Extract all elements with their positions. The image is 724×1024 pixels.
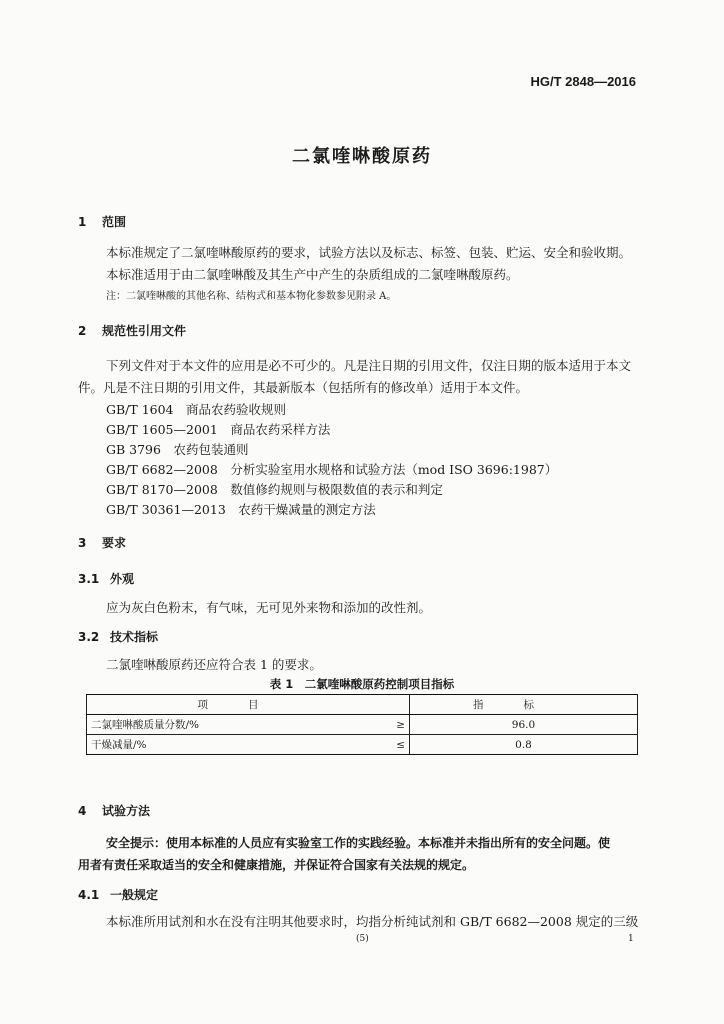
- document-title: 二氯喹啉酸原药: [292, 146, 432, 167]
- paragraph: 本标准所用试剂和水在没有注明其他要求时，均指分析纯试剂和 GB/T 6682—2008 规定的三级: [106, 914, 639, 929]
- spec-table: [86, 694, 638, 755]
- subsection-4-1-heading: [78, 886, 158, 903]
- standard-code: HG/T 2848—2016: [530, 74, 636, 89]
- item-cell: 二氯喹啉酸质量分数/%: [87, 715, 386, 735]
- value-cell: 0.8: [410, 735, 638, 755]
- paragraph: 本标准规定了二氯喹啉酸原药的要求，试验方法以及标志、标签、包装、贮运、安全和验收期。: [106, 245, 632, 260]
- safety-notice: 安全提示：使用本标准的人员应有实验室工作的实践经验。本标准并未指出所有的安全问题。使: [106, 836, 611, 850]
- section-title: 范围: [102, 215, 127, 229]
- reference-item: GB/T 8170—2008 数值修约规则与极限数值的表示和判定: [106, 482, 443, 497]
- table-caption: 表 1 二氯喹啉酸原药控制项目指标: [269, 677, 455, 691]
- section-title: 技术指标: [110, 630, 159, 644]
- header-value: 指标: [410, 695, 638, 715]
- header-item: 项目: [87, 695, 410, 715]
- section-number: 3.1: [78, 572, 100, 586]
- paragraph: 件。凡是不注日期的引用文件，其最新版本（包括所有的修改单）适用于本文件。: [78, 380, 529, 395]
- section-title: 试验方法: [102, 804, 151, 818]
- section-1-heading: [78, 213, 126, 230]
- table-row: [87, 735, 638, 755]
- section-title: 外观: [110, 572, 135, 586]
- subsection-3-2-heading: [78, 628, 158, 645]
- footer-center: (5): [356, 934, 369, 944]
- page-number: 1: [628, 934, 634, 944]
- note: 注：二氯喹啉酸的其他名称、结构式和基本物化参数参见附录 A。: [106, 291, 397, 302]
- table-row: [87, 715, 638, 735]
- operator-cell: ≤: [385, 735, 410, 755]
- table-header-row: [87, 695, 638, 715]
- reference-item: GB/T 1605—2001 商品农药采样方法: [106, 422, 331, 437]
- paragraph: 下列文件对于本文件的应用是必不可少的。凡是注日期的引用文件，仅注日期的版本适用于本文: [106, 358, 632, 373]
- paragraph: 二氯喹啉酸原药还应符合表 1 的要求。: [106, 657, 322, 672]
- item-cell: 干燥减量/%: [87, 735, 386, 755]
- section-4-heading: [78, 802, 150, 819]
- subsection-3-1-heading: [78, 570, 134, 587]
- reference-item: GB/T 30361—2013 农药干燥减量的测定方法: [106, 502, 376, 517]
- value-cell: 96.0: [410, 715, 638, 735]
- operator-cell: ≥: [385, 715, 410, 735]
- section-number: 1: [78, 215, 87, 229]
- reference-item: GB/T 1604 商品农药验收规则: [106, 402, 287, 417]
- section-number: 4: [78, 804, 87, 818]
- section-title: 规范性引用文件: [102, 324, 187, 338]
- reference-item: GB 3796 农药包装通则: [106, 442, 249, 457]
- section-2-heading: [78, 322, 186, 339]
- paragraph: 应为灰白色粉末，有气味，无可见外来物和添加的改性剂。: [106, 600, 432, 615]
- section-number: 4.1: [78, 888, 100, 902]
- reference-item: GB/T 6682—2008 分析实验室用水规格和试验方法（mod ISO 3696:1987）: [106, 462, 558, 477]
- section-number: 2: [78, 324, 87, 338]
- safety-notice: 用者有责任采取适当的安全和健康措施，并保证符合国家有关法规的规定。: [78, 858, 475, 872]
- section-title: 要求: [102, 536, 127, 550]
- section-number: 3.2: [78, 630, 100, 644]
- section-3-heading: [78, 534, 126, 551]
- paragraph: 本标准适用于由二氯喹啉酸及其生产中产生的杂质组成的二氯喹啉酸原药。: [106, 267, 519, 282]
- section-number: 3: [78, 536, 87, 550]
- section-title: 一般规定: [110, 888, 159, 902]
